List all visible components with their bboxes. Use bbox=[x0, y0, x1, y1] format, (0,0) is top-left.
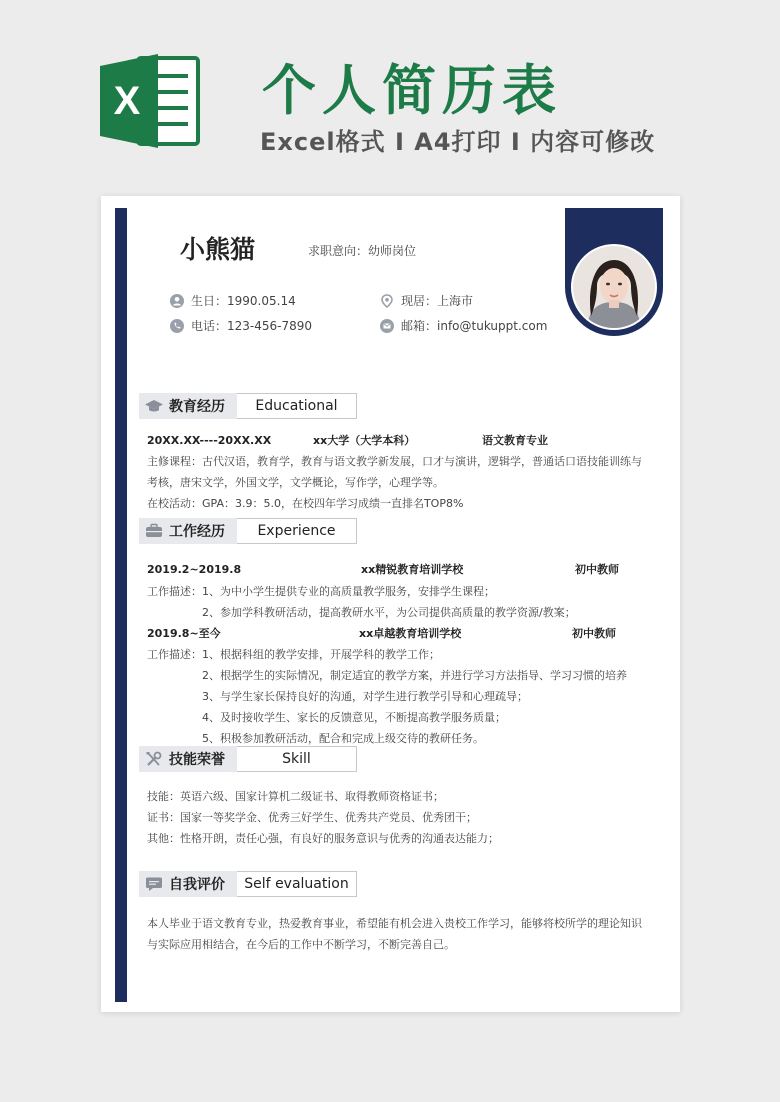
certificates-line: 证书：国家一等奖学金、优秀三好学生、优秀共产党员、优秀团干； bbox=[147, 811, 477, 824]
briefcase-icon bbox=[145, 523, 163, 539]
location-pin-icon bbox=[380, 294, 394, 308]
excel-logo-icon bbox=[100, 52, 202, 150]
job-1-company: xx精锐教育培训学校 bbox=[361, 563, 464, 576]
email-info bbox=[380, 317, 547, 334]
section-title-cn: 技能荣誉 bbox=[169, 752, 225, 768]
section-title-en: Self evaluation bbox=[237, 871, 357, 897]
graduation-cap-icon bbox=[145, 398, 163, 414]
section-self-evaluation bbox=[139, 871, 357, 897]
self-eval-line-1: 本人毕业于语文教育专业，热爱教育事业，希望能有机会进入贵校工作学习，能够将校所学的理论知识 bbox=[147, 917, 642, 930]
self-eval-line-2: 与实际应用相结合，在今后的工作中不断学习，不断完善自己。 bbox=[147, 938, 455, 951]
edu-activity: 在校活动：GPA：3.9：5.0，在校四年学习成绩一直排名TOP8% bbox=[147, 497, 464, 510]
phone-info bbox=[170, 317, 312, 334]
email-text: 邮箱：info@tukuppt.com bbox=[401, 319, 548, 333]
user-icon bbox=[170, 294, 184, 308]
section-title-cn: 自我评价 bbox=[169, 877, 225, 893]
email-icon bbox=[380, 319, 394, 333]
job-1-period: 2019.2~2019.8 bbox=[147, 563, 242, 576]
job-2-title: 初中教师 bbox=[572, 627, 616, 640]
candidate-name: 小熊猫 bbox=[180, 235, 256, 264]
job-2-line-5: 5、积极参加教研活动，配合和完成上级交待的教研任务。 bbox=[202, 732, 484, 745]
left-accent-bar bbox=[115, 208, 127, 1002]
resume-page bbox=[101, 196, 680, 1012]
job-intent: 求职意向：幼师岗位 bbox=[308, 244, 417, 258]
section-skills bbox=[139, 746, 357, 772]
edu-period: 20XX.XX----20XX.XX bbox=[147, 434, 272, 447]
birth-info bbox=[170, 292, 296, 309]
chat-icon bbox=[145, 876, 163, 892]
job-2-line-4: 4、及时接收学生、家长的反馈意见，不断提高教学服务质量； bbox=[202, 711, 506, 724]
job-1-title: 初中教师 bbox=[575, 563, 619, 576]
section-title-cn: 教育经历 bbox=[169, 399, 225, 415]
job-2-line-3: 3、与学生家长保持良好的沟通，对学生进行教学引导和心理疏导； bbox=[202, 690, 528, 703]
job-1-line-1: 工作描述：1、为中小学生提供专业的高质量教学服务，安排学生课程； bbox=[147, 585, 495, 598]
location-info bbox=[380, 292, 473, 309]
edu-major: 语文教育专业 bbox=[482, 434, 548, 447]
job-2-period: 2019.8~至今 bbox=[147, 627, 221, 640]
section-title-cn: 工作经历 bbox=[169, 524, 225, 540]
excel-logo-letter: X bbox=[113, 79, 141, 123]
job-1-line-2: 2、参加学科教研活动，提高教研水平，为公司提供高质量的教学资源/教案； bbox=[202, 606, 576, 619]
phone-icon bbox=[170, 319, 184, 333]
section-title-en: Educational bbox=[237, 393, 357, 419]
profile-photo bbox=[571, 244, 657, 330]
job-2-line-1: 工作描述：1、根据科组的教学安排，开展学科的教学工作； bbox=[147, 648, 440, 661]
section-work bbox=[139, 518, 357, 544]
portrait-image bbox=[573, 246, 655, 328]
banner-subtitle: Excel格式 I A4打印 I 内容可修改 bbox=[260, 128, 656, 156]
phone-text: 电话：123-456-7890 bbox=[191, 319, 313, 333]
banner-title: 个人简历表 bbox=[262, 59, 562, 122]
birth-text: 生日：1990.05.14 bbox=[191, 294, 296, 308]
location-text: 现居：上海市 bbox=[401, 294, 474, 308]
section-title-en: Experience bbox=[237, 518, 357, 544]
tools-icon bbox=[145, 751, 163, 767]
edu-courses-line-1: 主修课程：古代汉语，教育学，教育与语文教学新发展，口才与演讲，逻辑学，普通话口语技能训练与 bbox=[147, 455, 642, 468]
edu-courses-line-2: 考核，唐宋文学，外国文学，文学概论，写作学，心理学等。 bbox=[147, 476, 444, 489]
job-2-line-2: 2、根据学生的实际情况，制定适宜的教学方案，并进行学习方法指导、学习习惯的培养 bbox=[202, 669, 627, 682]
edu-school: xx大学（大学本科） bbox=[313, 434, 416, 447]
skills-line: 技能：英语六级、国家计算机二级证书、取得教师资格证书； bbox=[147, 790, 444, 803]
job-2-company: xx卓越教育培训学校 bbox=[359, 627, 462, 640]
section-title-en: Skill bbox=[237, 746, 357, 772]
section-education bbox=[139, 393, 357, 419]
other-line: 其他：性格开朗，责任心强，有良好的服务意识与优秀的沟通表达能力； bbox=[147, 832, 499, 845]
